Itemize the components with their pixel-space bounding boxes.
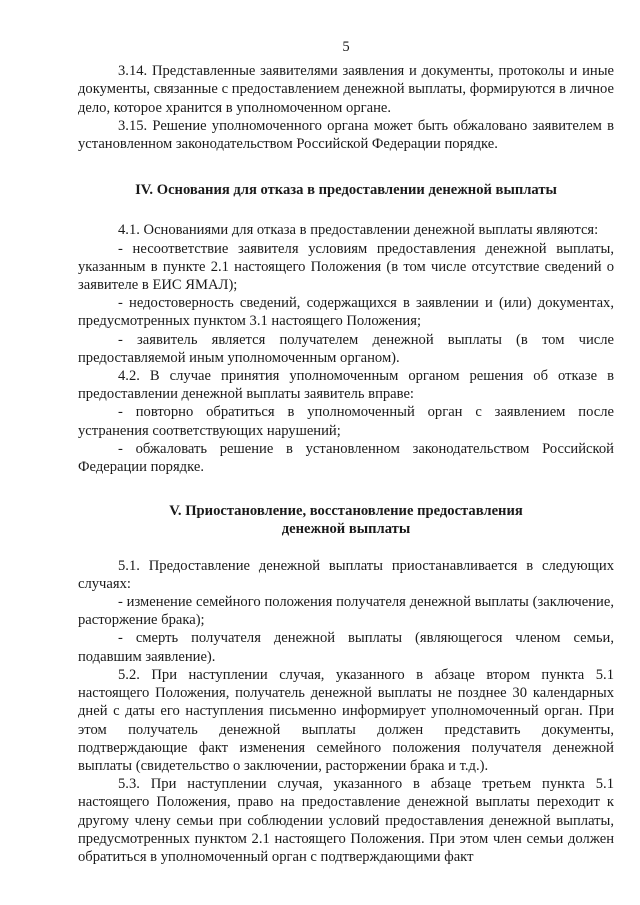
list-item-4-2-b: - обжаловать решение в установленном законодательством Российской Федерации порядке. <box>78 440 614 476</box>
section-5-heading-line2: денежной выплаты <box>281 521 411 538</box>
section-5-heading <box>78 502 614 538</box>
section-5-heading-line1: V. Приостановление, восстановление предоставления <box>169 503 523 520</box>
section-4-heading: IV. Основания для отказа в предоставлении денежной выплаты <box>135 182 557 199</box>
paragraph-3-14: 3.14. Представленные заявителями заявления и документы, протоколы и иные документы, связанные с предоставлением денежной выплаты, формируются в личное дело, которое хранится в уполномоченном органе. <box>78 63 614 116</box>
list-item-5-1-b: - смерть получателя денежной выплаты (являющегося членом семьи, подавшим заявление). <box>78 630 614 665</box>
paragraph-5-3: 5.3. При наступлении случая, указанного в абзаце третьем пункта 5.1 настоящего Положения, право на предоставление денежной выплаты переходит к другому члену семьи при соблюдении условий предоставления денежной выплаты, предусмотренных пунктом 2.1 настоящего Положения. При этом член семьи должен обратиться в уполномоченный орган с подтверждающими факт <box>78 776 614 865</box>
list-item-4-1-a: - несоответствие заявителя условиям предоставления денежной выплаты, указанным в пункте 2.1 настоящего Положения (в том числе отсутствие сведений о заявителе в ЕИС ЯМАЛ); <box>78 240 614 294</box>
list-item-4-2-a: - повторно обратиться в уполномоченный орган с заявлением после устранения соответствующих нарушений; <box>78 404 614 439</box>
paragraph-3-15: 3.15. Решение уполномоченного органа может быть обжаловано заявителем в установленном законодательством Российской Федерации порядке. <box>78 117 614 153</box>
paragraph-4-1: 4.1. Основаниями для отказа в предоставлении денежной выплаты являются: <box>118 222 599 239</box>
list-item-4-1-c: - заявитель является получателем денежной выплаты (в том числе предоставляемой иным уполномоченным органом). <box>78 331 614 366</box>
paragraph-5-1: 5.1. Предоставление денежной выплаты приостанавливается в следующих случаях: <box>78 557 614 592</box>
list-item-5-1-a: - изменение семейного положения получателя денежной выплаты (заключение, расторжение брака); <box>78 594 614 629</box>
list-item-4-1-b: - недостоверность сведений, содержащихся в заявлении и (или) документах, предусмотренных пунктом 3.1 настоящего Положения; <box>78 295 614 330</box>
paragraph-4-2: 4.2. В случае принятия уполномоченным органом решения об отказе в предоставлении денежной выплаты заявитель вправе: <box>78 368 614 403</box>
paragraph-5-2: 5.2. При наступлении случая, указанного в абзаце втором пункта 5.1 настоящего Положения, получатель денежной выплаты не позднее 30 календарных дней с даты его наступления письменно информирует уполномоченный орган. При этом получатель денежной выплаты должен представить документы, подтверждающие факт изменения семейного положения получателя денежной выплаты (свидетельство о заключении, расторжении брака и т.д.). <box>78 666 614 774</box>
page-number: 5 <box>342 39 350 55</box>
